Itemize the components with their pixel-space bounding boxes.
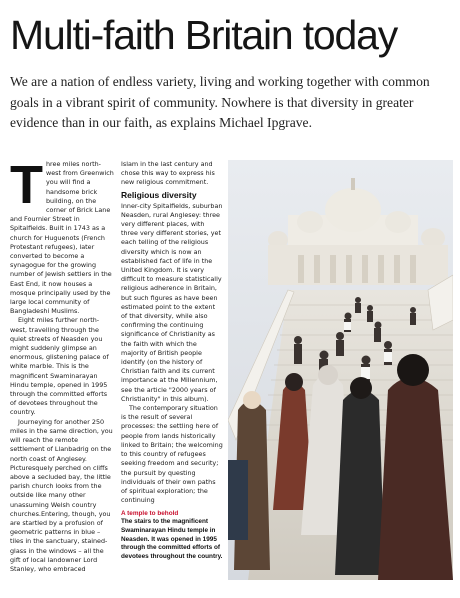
body-paragraph: The contemporary situation is the result of several processes: the settling here of people from lands historically linked to Britain; the welcoming to this country of refugees seeking freedom and security; the pursuit by questing individuals of their own paths of spiritual exploration; the continuing bbox=[121, 404, 223, 505]
photo-caption-text: The stairs to the magnificent Swaminarayan Hindu temple in Neasden. It was opened in 1995 through the committed efforts of devotees throughout the country. bbox=[121, 518, 223, 560]
section-subhead: Religious diversity bbox=[121, 189, 197, 200]
body-paragraph: Inner-city Spitalfields, suburban Neasden, rural Anglesey: three very different places, with three very different stories, yet each telling of the religious diversity which is now an established fact of life in the United Kingdom. It is very difficult to measure statistically religious adherence in Britain, but such figures as have been estimated point to the extent of that diversity, while also confirming the continuing significance of Christianity as the faith with which the majority of British people identify (on the history of Christian faith and its current importance at the Millennium, see the article "2000 years of Christianity" in this album). bbox=[121, 201, 223, 403]
body-column-1 bbox=[10, 155, 114, 574]
temple-photo-illustration bbox=[228, 160, 453, 580]
body-paragraph: hree miles north-west from Greenwich you will find a handsome brick building, on the corner of Brick Lane and Fournier Street in Spitalfields. Built in 1743 as a church for Huguenots (French Protestant refugees), later converted to become a synagogue for the growing number of Jewish settlers in the East End, it now houses a mosque principally used by the large local community of Bangladeshi Muslims. bbox=[10, 160, 114, 316]
body-column-2 bbox=[121, 160, 223, 561]
photo-caption-title: A temple to behold bbox=[121, 510, 179, 518]
drop-cap: T bbox=[10, 155, 43, 215]
body-paragraph: Islam in the last century and chose this way to express his new religious commitment. bbox=[121, 160, 215, 187]
temple-photo bbox=[228, 160, 453, 580]
body-paragraph: Journeying for another 250 miles in the same direction, you will reach the remote settlement of Llanbadrig on the north coast of Anglesey. Picturesquely perched on cliffs above a secluded bay, the little parish church looks from the outside like many other unassuming Welsh country churches.Entering, though, you are startled by a profusion of geometric patterns in blue – tiles in the sanctuary, stained-glass in the windows – all the gift of local landowner Lord Stanley, who embraced bbox=[10, 417, 113, 573]
article-title: Multi-faith Britain today bbox=[10, 12, 398, 58]
article-standfirst: We are a nation of endless variety, living and working together with common goals in a vibrant spirit of community. Nowhere is that diversity in greater evidence than in our faith, as explains Michael Ipgrave. bbox=[10, 74, 430, 130]
body-paragraph: Eight miles further north-west, travelling through the quiet streets of Neasden you might suddenly glimpse an enormous, glistening palace of white marble. This is the magnificent Swaminarayan Hindu temple, opened in 1995 through the committed efforts of devotees throughout the country. bbox=[10, 316, 109, 417]
